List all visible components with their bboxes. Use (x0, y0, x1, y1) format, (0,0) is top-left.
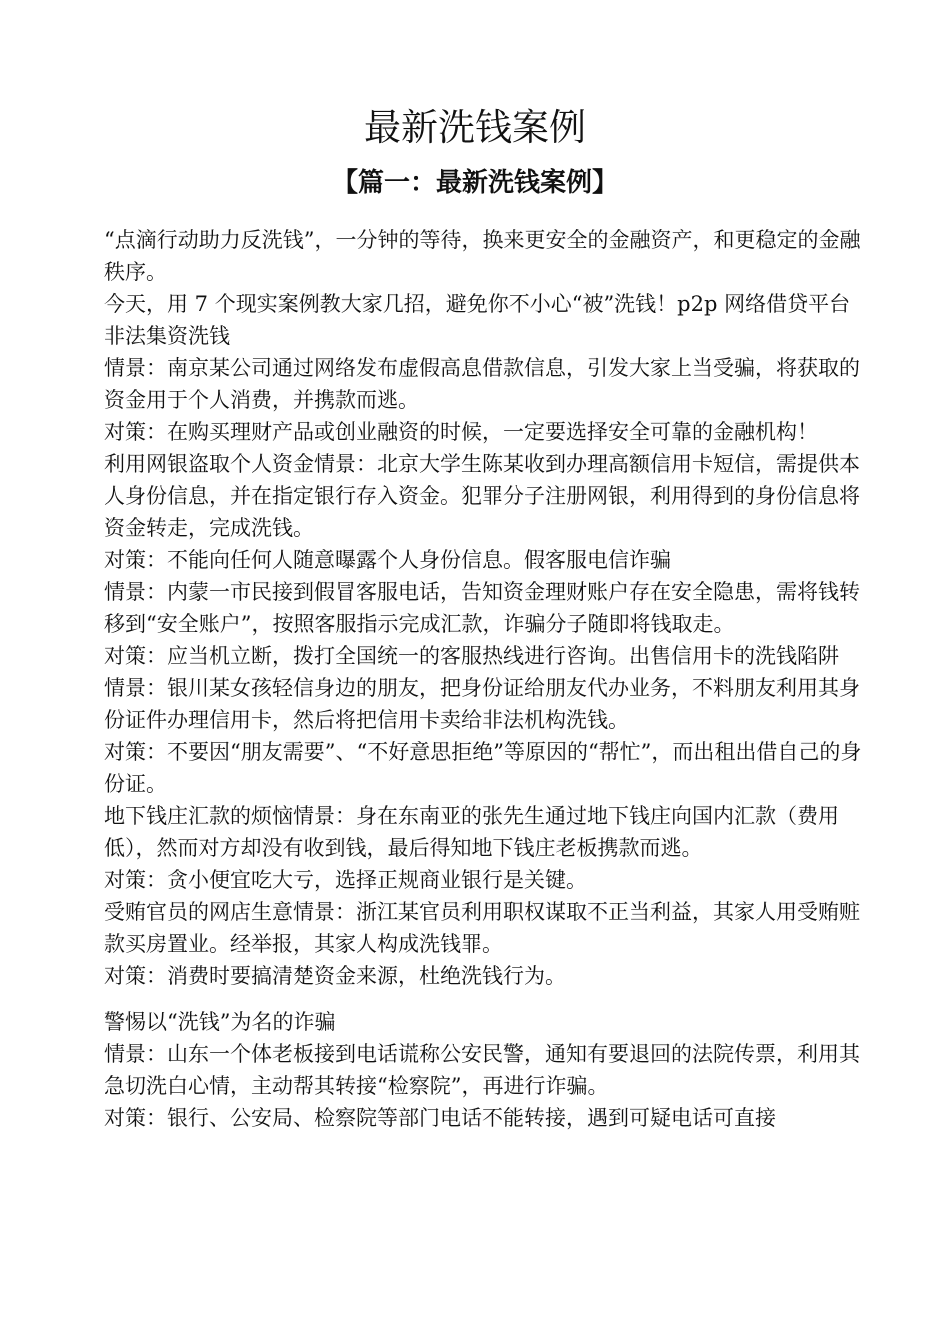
paragraph: 情景：南京某公司通过网络发布虚假高息借款信息，引发大家上当受骗，将获取的资金用于个人消费，并携款而逃。 (104, 356, 860, 412)
paragraph: “点滴行动助力反洗钱”，一分钟的等待，换来更安全的金融资产，和更稳定的金融秩序。 (104, 228, 861, 284)
paragraph: 对策：不能向任何人随意曝露个人身份信息。假客服电信诈骗 (104, 548, 671, 572)
document-body (104, 224, 864, 1134)
paragraph: 对策：不要因“朋友需要”、“不好意思拒绝”等原因的“帮忙”，而出租出借自己的身份证。 (104, 740, 862, 796)
paragraph: 受贿官员的网店生意情景：浙江某官员利用职权谋取不正当利益，其家人用受贿赃款买房置业。经举报，其家人构成洗钱罪。 (104, 900, 860, 956)
paragraph: 今天，用 7 个现实案例教大家几招，避免你不小心“被”洗钱！p2p 网络借贷平台非法集资洗钱 (104, 292, 851, 348)
paragraph: 对策：应当机立断，拨打全国统一的客服热线进行咨询。出售信用卡的洗钱陷阱 (104, 644, 839, 668)
paragraph: 对策：消费时要搞清楚资金来源，杜绝洗钱行为。 (104, 964, 566, 988)
paragraph: 对策：银行、公安局、检察院等部门电话不能转接，遇到可疑电话可直接 (104, 1106, 776, 1130)
paragraph: 利用网银盗取个人资金情景：北京大学生陈某收到办理高额信用卡短信，需提供本人身份信息，并在指定银行存入资金。犯罪分子注册网银，利用得到的身份信息将资金转走，完成洗钱。 (104, 452, 860, 540)
paragraph: 情景：山东一个体老板接到电话谎称公安民警，通知有要退回的法院传票，利用其急切洗白心情，主动帮其转接“检察院”，再进行诈骗。 (104, 1042, 860, 1098)
paragraph: 情景：内蒙一市民接到假冒客服电话，告知资金理财账户存在安全隐患，需将钱转移到“安全账户”，按照客服指示完成汇款，诈骗分子随即将钱取走。 (104, 580, 860, 636)
paragraph: 地下钱庄汇款的烦恼情景：身在东南亚的张先生通过地下钱庄向国内汇款（费用低），然而对方却没有收到钱，最后得知地下钱庄老板携款而逃。 (104, 804, 839, 860)
section-heading: 警惕以“洗钱”为名的诈骗 (104, 1010, 336, 1034)
document-subtitle: 【篇一：最新洗钱案例】 (331, 168, 618, 198)
document-title: 最新洗钱案例 (364, 106, 586, 149)
paragraph: 对策：在购买理财产品或创业融资的时候，一定要选择安全可靠的金融机构！ (104, 420, 818, 444)
paragraph: 情景：银川某女孩轻信身边的朋友，把身份证给朋友代办业务，不料朋友利用其身份证件办理信用卡，然后将把信用卡卖给非法机构洗钱。 (104, 676, 860, 732)
paragraph: 对策：贪小便宜吃大亏，选择正规商业银行是关键。 (104, 868, 587, 892)
